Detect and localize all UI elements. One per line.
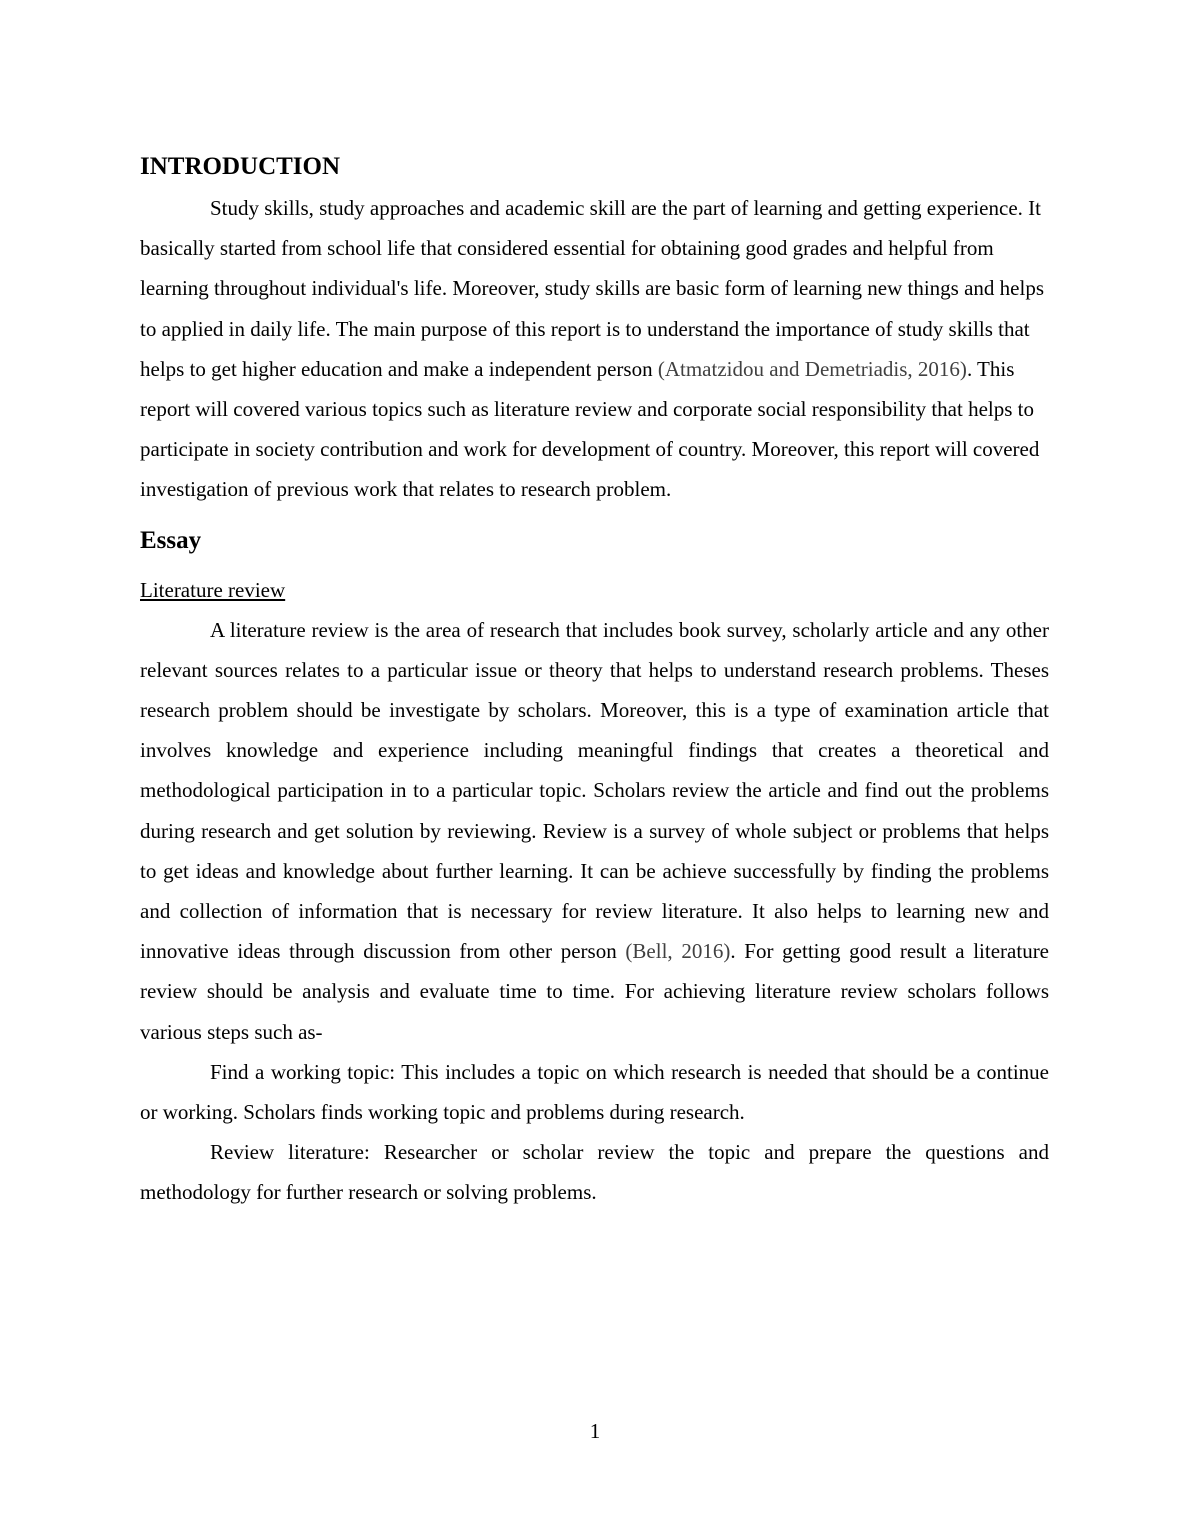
introduction-paragraph	[140, 188, 1049, 510]
page-number: 1	[589, 1419, 601, 1443]
citation-atmatzidou: (Atmatzidou and Demetriadis, 2016)	[657, 356, 967, 381]
introduction-heading: INTRODUCTION	[140, 153, 341, 180]
literature-review-paragraph	[140, 610, 1049, 1052]
review-literature-paragraph: Review literature: Researcher or scholar review the topic and prepare the questions and methodology for further research or solving problems.	[140, 1140, 1049, 1205]
literature-review-subheading: Literature review	[140, 577, 286, 602]
citation-bell: (Bell, 2016)	[625, 939, 731, 964]
literature-text-after: . For getting good result a literature review should be analysis and evaluate time to time. For achieving literature review scholars follows various steps such as-	[140, 939, 1050, 1044]
introduction-text-after: . This report will covered various topics such as literature review and corporate social responsibility that helps to participate in society contribution and work for development of country. Moreover, this report will covered investigation of previous work that relates to research problem.	[140, 356, 1040, 502]
working-topic-paragraph: Find a working topic: This includes a topic on which research is needed that should be a continue or working. Scholars finds working topic and problems during research.	[140, 1059, 1049, 1125]
introduction-text-before: Study skills, study approaches and academic skill are the part of learning and getting experience. It basically started from school life that considered essential for obtaining good grades and helpful from learning throughout individual's life. Moreover, study skills are basic form of learning new things and helps to applied in daily life. The main purpose of this report is to understand the importance of study skills that helps to get higher education and make a independent person	[140, 196, 1045, 381]
essay-heading: Essay	[140, 526, 202, 554]
literature-text-before: A literature review is the area of research that includes book survey, scholarly article and any other relevant sources relates to a particular issue or theory that helps to understand research problems. Theses research problem should be investigate by scholars. Moreover, this is a type of examination article that involves knowledge and experience including meaningful findings that creates a theoretical and methodological participation in to a particular topic. Scholars review the article and find out the problems during research and get solution by reviewing. Review is a survey of whole subject or problems that helps to get ideas and knowledge about further learning. It can be achieve successfully by finding the problems and collection of information that is necessary for review literature. It also helps to learning new and innovative ideas through discussion from other person	[140, 617, 1049, 964]
document-page	[140, 148, 1049, 1213]
